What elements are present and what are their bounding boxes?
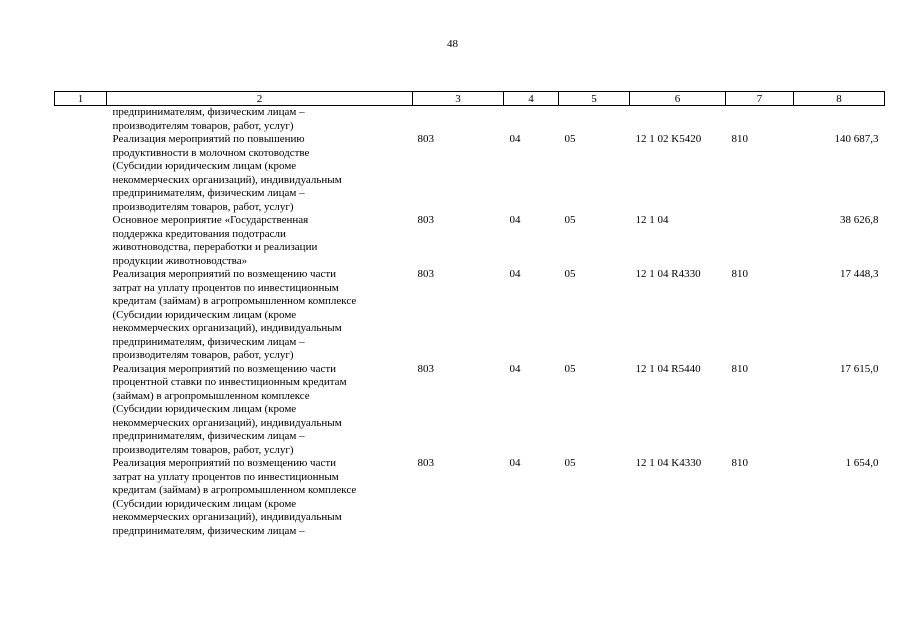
cell-target-article: 12 1 04 R5440 [635, 362, 701, 375]
page-number: 48 [447, 38, 458, 50]
description-line: Реализация мероприятий по повышению [112, 133, 305, 145]
table-row [55, 106, 885, 134]
cell-expense-type: 810 [731, 133, 748, 145]
cell-ministry-code: 803 [417, 362, 434, 375]
table-body [55, 106, 885, 539]
cell-description [107, 214, 413, 268]
description-line: производителям товаров, работ, услуг) [112, 119, 294, 132]
cell-expense-type [726, 106, 794, 134]
table-header-row [55, 92, 885, 106]
cell-section-code: 04 [509, 133, 521, 145]
cell-section-code [504, 106, 559, 134]
description-line: производителям товаров, работ, услуг) [112, 200, 294, 213]
cell-section-code: 04 [509, 268, 521, 280]
description-line: Реализация мероприятий по возмещению части [112, 457, 337, 469]
description-line: продукции животноводства» [112, 254, 248, 267]
cell-target-article [630, 106, 726, 134]
description-line: (Субсидии юридическим лицам (кроме [112, 497, 297, 510]
cell-subsection-code: 05 [564, 268, 576, 280]
cell-expense-type [726, 214, 794, 268]
cell-subsection-code [559, 106, 630, 134]
cell-description [107, 363, 413, 458]
cell-target-article: 12 1 04 K4330 [635, 457, 702, 469]
cell-description [107, 106, 413, 134]
table-row [55, 133, 885, 214]
description-line: (займам) в агропромышленном комплексе [112, 389, 310, 402]
description-line: предпринимателям, физическим лицам – [112, 335, 305, 348]
header-col-4: 4 [504, 92, 559, 106]
cell-amount: 1 654,0 [845, 457, 879, 469]
description-line: некоммерческих организаций), индивидуальным [112, 173, 342, 186]
description-line: затрат на уплату процентов по инвестиционным [112, 281, 339, 294]
table-row [55, 363, 885, 458]
description-line: некоммерческих организаций), индивидуальным [112, 416, 342, 429]
table-row [55, 457, 885, 538]
description-line: Реализация мероприятий по возмещению части [112, 268, 337, 280]
description-line: предпринимателям, физическим лицам – [112, 187, 305, 199]
cell-description [107, 133, 413, 214]
cell-amount [794, 106, 885, 134]
table-row [55, 214, 885, 268]
header-col-7: 7 [726, 92, 794, 106]
description-line: предпринимателям, физическим лицам – [112, 430, 305, 442]
description-line: предпринимателям, физическим лицам – [112, 106, 305, 118]
cell-ministry-code: 803 [417, 268, 434, 280]
budget-table [54, 91, 885, 538]
cell-section-code: 04 [509, 214, 521, 226]
description-line: некоммерческих организаций), индивидуальным [112, 511, 342, 523]
cell-col-1 [55, 214, 107, 268]
cell-col-1 [55, 133, 107, 214]
description-line: Основное мероприятие «Государственная [112, 214, 309, 226]
header-col-6: 6 [630, 92, 726, 106]
header-col-1: 1 [55, 92, 107, 106]
description-line: кредитам (займам) в агропромышленном комплексе [112, 295, 357, 307]
cell-expense-type: 810 [731, 362, 748, 375]
cell-target-article: 12 1 04 R4330 [635, 268, 701, 280]
cell-expense-type: 810 [731, 457, 748, 469]
cell-section-code: 04 [509, 457, 521, 469]
cell-col-1 [55, 457, 107, 538]
description-line: (Субсидии юридическим лицам (кроме [112, 308, 297, 321]
cell-subsection-code: 05 [564, 214, 576, 226]
cell-ministry-code: 803 [417, 457, 434, 469]
cell-subsection-code: 05 [564, 133, 576, 145]
description-line: некоммерческих организаций), индивидуальным [112, 322, 342, 334]
cell-amount: 17 615,0 [840, 362, 879, 375]
description-line: Реализация мероприятий по возмещению части [112, 362, 337, 375]
cell-ministry-code [413, 106, 504, 134]
description-line: кредитам (займам) в агропромышленном комплексе [112, 484, 357, 496]
cell-amount: 140 687,3 [834, 133, 879, 145]
description-line: поддержка кредитования подотрасли [112, 227, 286, 240]
cell-ministry-code: 803 [417, 214, 434, 226]
description-line: (Субсидии юридическим лицам (кроме [112, 403, 297, 415]
cell-subsection-code: 05 [564, 362, 576, 375]
cell-subsection-code: 05 [564, 457, 576, 469]
cell-section-code: 04 [509, 362, 521, 375]
header-col-5: 5 [559, 92, 630, 106]
cell-target-article: 12 1 02 K5420 [635, 133, 702, 145]
cell-description [107, 457, 413, 538]
cell-amount: 17 448,3 [840, 268, 879, 280]
description-line: процентной ставки по инвестиционным кредитам [112, 376, 347, 388]
table-row [55, 268, 885, 363]
description-line: животноводства, переработки и реализации [112, 241, 318, 253]
cell-col-1 [55, 363, 107, 458]
header-col-2: 2 [107, 92, 413, 106]
header-col-8: 8 [794, 92, 885, 106]
description-line: производителям товаров, работ, услуг) [112, 443, 294, 456]
description-line: затрат на уплату процентов по инвестиционным [112, 470, 339, 483]
cell-ministry-code: 803 [417, 133, 434, 145]
description-line: продуктивности в молочном скотоводстве [112, 146, 310, 159]
cell-col-1 [55, 268, 107, 363]
cell-col-1 [55, 106, 107, 134]
cell-description [107, 268, 413, 363]
cell-expense-type: 810 [731, 268, 748, 280]
header-col-3: 3 [413, 92, 504, 106]
cell-target-article: 12 1 04 [635, 214, 669, 226]
description-line: (Субсидии юридическим лицам (кроме [112, 160, 297, 172]
description-line: предпринимателям, физическим лицам – [112, 524, 305, 537]
description-line: производителям товаров, работ, услуг) [112, 349, 294, 361]
cell-amount: 38 626,8 [840, 214, 879, 226]
